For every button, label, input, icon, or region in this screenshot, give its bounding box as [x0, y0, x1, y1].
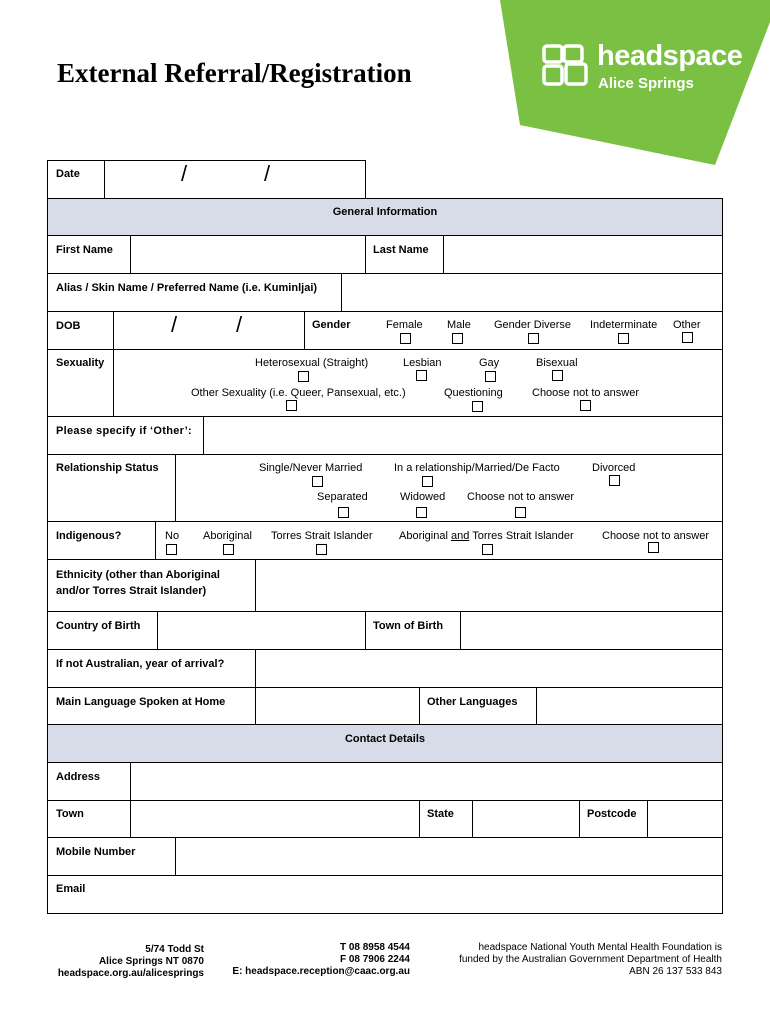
- logo-location-text: Alice Springs: [598, 75, 694, 92]
- date-field[interactable]: [105, 161, 365, 198]
- sexuality-option-label: Lesbian: [403, 357, 442, 369]
- town-of-birth-field[interactable]: [461, 612, 722, 649]
- relationship-option-label: In a relationship/Married/De Facto: [394, 462, 560, 474]
- footer-contact: T 08 8958 4544 F 08 7906 2244 E: headspace.reception@caac.org.au: [232, 942, 410, 977]
- sexuality-option-label: Questioning: [444, 387, 503, 399]
- indigenous-option-label: Aboriginal: [203, 530, 252, 542]
- gender-male-checkbox[interactable]: [452, 333, 463, 344]
- ethnicity-field[interactable]: [256, 560, 722, 611]
- gender-diverse-checkbox[interactable]: [528, 333, 539, 344]
- indigenous-tsi-checkbox[interactable]: [316, 544, 327, 555]
- ethnicity-label: Ethnicity (other than Aboriginal and/or Torres Strait Islander): [56, 569, 220, 597]
- relationship-option-label: Divorced: [592, 462, 636, 474]
- address-field[interactable]: [131, 763, 722, 800]
- indigenous-decline-checkbox[interactable]: [648, 542, 659, 553]
- gender-other-checkbox[interactable]: [682, 332, 693, 343]
- dob-label: DOB: [56, 320, 81, 332]
- state-field[interactable]: [473, 801, 579, 837]
- gender-female-checkbox[interactable]: [400, 333, 411, 344]
- mobile-label: Mobile Number: [56, 846, 136, 858]
- sexuality-option-label: Other Sexuality (i.e. Queer, Pansexual, etc.): [191, 387, 406, 399]
- postcode-field[interactable]: [648, 801, 722, 837]
- alias-field[interactable]: [342, 274, 722, 311]
- relationship-option-label: Choose not to answer: [467, 491, 575, 503]
- other-languages-label: Other Languages: [427, 696, 518, 708]
- alias-label: Alias / Skin Name / Preferred Name (i.e. Kuminljai): [56, 282, 318, 294]
- sexuality-option-label: Gay: [479, 357, 500, 369]
- country-of-birth-field[interactable]: [158, 612, 365, 649]
- sexuality-option-label: Bisexual: [536, 357, 578, 369]
- date-label: Date: [56, 168, 80, 180]
- relationship-decline-checkbox[interactable]: [515, 507, 526, 518]
- general-info-heading: General Information: [332, 206, 438, 218]
- gender-indeterminate-checkbox[interactable]: [618, 333, 629, 344]
- gender-option-label: Indeterminate: [590, 319, 658, 331]
- arrival-year-field[interactable]: [256, 650, 722, 687]
- gender-option-label: Male: [447, 319, 471, 331]
- sexuality-option-label: Choose not to answer: [532, 387, 640, 399]
- relationship-option-label: Single/Never Married: [259, 462, 363, 474]
- address-label: Address: [56, 771, 101, 783]
- arrival-year-label: If not Australian, year of arrival?: [56, 658, 225, 670]
- town-label: Town: [56, 808, 84, 820]
- indigenous-aboriginal-checkbox[interactable]: [223, 544, 234, 555]
- specify-other-field[interactable]: [204, 417, 722, 454]
- specify-other-label: Please specify if ‘Other’:: [56, 425, 192, 437]
- gender-option-label: Gender Diverse: [494, 319, 572, 331]
- main-language-field[interactable]: [256, 688, 419, 724]
- indigenous-label: Indigenous?: [56, 530, 122, 542]
- relationship-label: Relationship Status: [56, 462, 159, 474]
- contact-details-heading: Contact Details: [344, 733, 426, 745]
- relationship-option-label: Widowed: [400, 491, 446, 503]
- state-label: State: [427, 808, 454, 820]
- sexuality-option-label: Heterosexual (Straight): [255, 357, 369, 369]
- sexuality-other-checkbox[interactable]: [286, 400, 297, 411]
- date-separator: /: [181, 161, 188, 186]
- logo-brand-text: headspace: [597, 40, 743, 72]
- main-language-label: Main Language Spoken at Home: [56, 696, 226, 708]
- sexuality-label: Sexuality: [56, 357, 105, 369]
- relationship-partnered-checkbox[interactable]: [422, 476, 433, 487]
- indigenous-option-label: Choose not to answer: [602, 530, 710, 542]
- first-name-label: First Name: [56, 244, 113, 256]
- sexuality-lesbian-checkbox[interactable]: [416, 370, 427, 381]
- indigenous-option-label: No: [165, 530, 180, 542]
- last-name-field[interactable]: [444, 236, 722, 273]
- page-title: External Referral/Registration: [57, 58, 412, 88]
- first-name-field[interactable]: [131, 236, 365, 273]
- email-label: Email: [56, 883, 86, 895]
- sexuality-decline-checkbox[interactable]: [580, 400, 591, 411]
- sexuality-questioning-checkbox[interactable]: [472, 401, 483, 412]
- indigenous-both-label: Aboriginal and Torres Strait Islander: [399, 530, 574, 542]
- indigenous-both-checkbox[interactable]: [482, 544, 493, 555]
- dob-separator: /: [171, 312, 178, 337]
- mobile-field[interactable]: [176, 838, 722, 875]
- relationship-widowed-checkbox[interactable]: [416, 507, 427, 518]
- sexuality-gay-checkbox[interactable]: [485, 371, 496, 382]
- relationship-separated-checkbox[interactable]: [338, 507, 349, 518]
- gender-option-label: Other: [673, 319, 701, 331]
- postcode-label: Postcode: [587, 808, 637, 820]
- email-field[interactable]: [48, 876, 722, 913]
- dob-field[interactable]: [114, 312, 304, 349]
- town-field[interactable]: [131, 801, 419, 837]
- footer-address: 5/74 Todd St Alice Springs NT 0870 headspace.org.au/alicesprings: [57, 944, 204, 979]
- sexuality-bisexual-checkbox[interactable]: [552, 370, 563, 381]
- country-of-birth-label: Country of Birth: [56, 620, 141, 632]
- date-separator: /: [264, 161, 271, 186]
- dob-separator: /: [236, 312, 243, 337]
- relationship-single-checkbox[interactable]: [312, 476, 323, 487]
- relationship-option-label: Separated: [317, 491, 368, 503]
- last-name-label: Last Name: [373, 244, 429, 256]
- gender-label: Gender: [312, 319, 351, 331]
- sexuality-heterosexual-checkbox[interactable]: [298, 371, 309, 382]
- indigenous-option-label: Torres Strait Islander: [271, 530, 373, 542]
- other-languages-field[interactable]: [537, 688, 722, 724]
- indigenous-no-checkbox[interactable]: [166, 544, 177, 555]
- gender-option-label: Female: [386, 319, 423, 331]
- town-of-birth-label: Town of Birth: [373, 620, 444, 632]
- relationship-divorced-checkbox[interactable]: [609, 475, 620, 486]
- footer-funding: headspace National Youth Mental Health Foundation is funded by the Australian Government Department of Health ABN 26 137 533 843: [459, 942, 722, 977]
